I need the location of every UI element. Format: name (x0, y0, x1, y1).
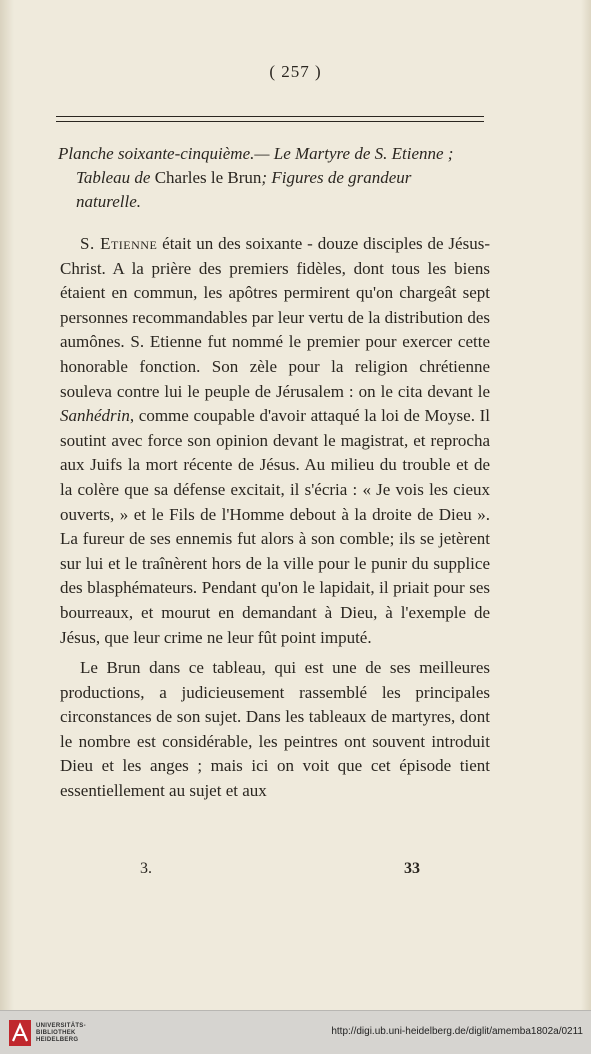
source-url-link[interactable]: http://digi.ub.uni-heidelberg.de/diglit/amemba1802a/0211 (331, 1026, 583, 1037)
paragraph-1: S. Etienne était un des soixante - douze disciples de Jésus-Christ. A la prière des premiers fidèles, dont tous les biens étaient en commun, les apôtres permirent qu'on chargeât sept personnes recommandables par leur vertu de la distribution des aumônes. S. Etienne fut nommé le premier pour exercer cette honorable fonction. Son zèle pour la religion chrétienne souleva contre lui le peuple de Jérusalem : on le cita devant le Sanhédrin, comme coupable d'avoir attaqué la loi de Moyse. Il soutint avec force son opinion devant le magistrat, et reprocha aux Juifs la mort récente de Jésus. Au milieu du trouble et de la colère que sa défense excitait, il s'écria : « Je vois les cieux ouverts, » et le Fils de l'Homme debout à la droite de Dieu ». La fureur de ses ennemis fut alors à son comble; ils se jetèrent sur lui et le traînèrent hors de la ville pour le punir du supplice des blasphémateurs. Pendant qu'on le lapidait, il priait pour ses bourreaux, et mourut en demandant à Dieu, à l'exemple de Jésus, que leur crime ne leur fût point imputé. (60, 234, 490, 647)
italic-term: Sanhédrin (60, 406, 130, 426)
heading-line-3: naturelle. (76, 192, 141, 211)
heading-line-2: Tableau de Charles le Brun; Figures de grandeur (76, 168, 412, 187)
folio-number: 33 (404, 860, 420, 877)
plate-heading (58, 142, 488, 214)
heading-line-1: Planche soixante-cinquième.— Le Martyre de S. Etienne ; (58, 144, 454, 163)
header-rule-bottom (56, 121, 484, 122)
viewer-footer (0, 1010, 591, 1054)
signature-mark: 3. (140, 860, 152, 877)
header-rule-top (56, 116, 484, 117)
paragraph-lead: S. Etienne (80, 234, 158, 253)
painter-name: Charles le Brun (154, 168, 262, 187)
page-number: ( 257 ) (269, 62, 322, 81)
library-logo-icon (8, 1019, 32, 1047)
paragraph-2: Le Brun dans ce tableau, qui est une de ses meilleures productions, a judicieusement rassemblé les principales circonstances de son sujet. Dans les tableaux de martyres, dont le nombre est considérable, les peintres ont souvent introduit Dieu et les anges ; mais ici on voit que cet épisode tient essentiellement au sujet et aux (60, 658, 490, 801)
body-text (60, 232, 490, 804)
library-name: UNIVERSITÄTS- BIBLIOTHEK HEIDELBERG (36, 1023, 86, 1043)
